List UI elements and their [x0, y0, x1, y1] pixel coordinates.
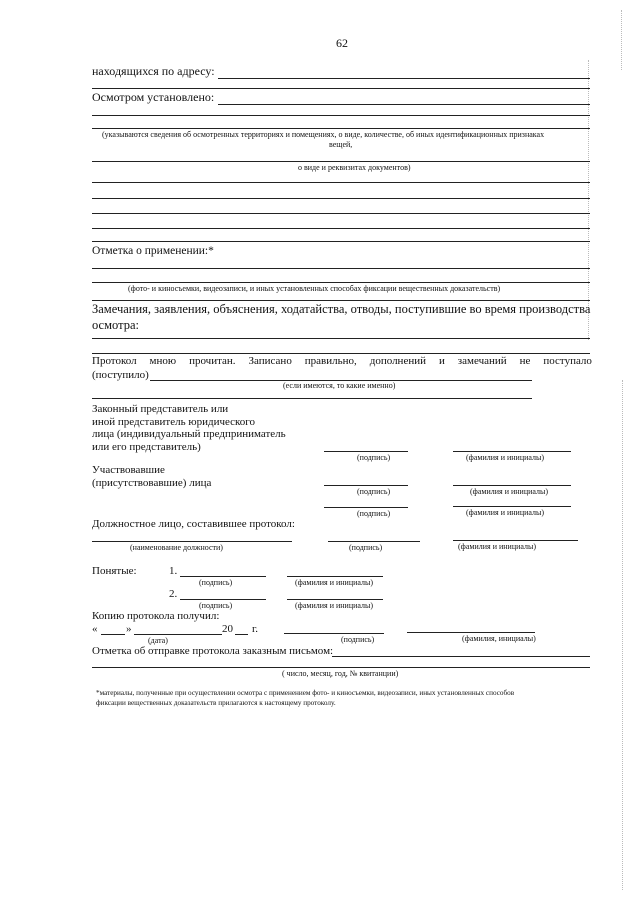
application-line[interactable]: [92, 268, 590, 269]
caption-signature: (подпись): [357, 509, 391, 518]
official-name-line[interactable]: [453, 540, 578, 541]
inspection-line[interactable]: [218, 104, 590, 105]
mail-label: Отметка об отправке протокола заказным письмом:: [92, 645, 334, 657]
remarks-line-2: осмотра:: [92, 318, 139, 332]
year-prefix: 20: [222, 623, 233, 635]
caption-signature: (подпись): [199, 578, 233, 587]
caption-photo: (фото- и киносъемки, видеозаписи, и иных установленных способах фиксации вещественных доказательств): [128, 284, 501, 293]
protocol-read-statement: Протокол мною прочитан. Записано правильно, дополнений и замечаний не поступало: [92, 355, 592, 367]
page-number: 62: [336, 36, 348, 50]
docs-line-3[interactable]: [92, 213, 590, 214]
scan-artifact: [621, 10, 623, 70]
date-open-quote: «: [92, 623, 98, 635]
if-any-line-2[interactable]: [92, 398, 532, 399]
copy-signature-line[interactable]: [284, 633, 384, 634]
witnesses-label: Понятые:: [92, 565, 137, 577]
legal-rep-label: Законный представитель или иной представитель юридического лица (индивидуальный предприниматель или его представитель): [92, 403, 286, 453]
footnote-line-2: фиксации вещественных доказательств прилагаются к настоящему протоколу.: [96, 699, 336, 707]
participant-1-name-line[interactable]: [453, 485, 571, 486]
mail-line[interactable]: [332, 656, 590, 657]
caption-name: (фамилия и инициалы): [466, 508, 545, 517]
official-label: Должностное лицо, составившее протокол:: [92, 518, 295, 530]
application-line-2[interactable]: [92, 282, 590, 283]
caption-docs: о виде и реквизитах документов): [298, 163, 411, 172]
caption-name-alt: (фамилия, инициалы): [462, 634, 536, 643]
official-position-line[interactable]: [92, 541, 292, 542]
remarks-line-1: Замечания, заявления, объяснения, ходатайства, отводы, поступившие во время производства: [92, 302, 591, 316]
legal-rep-signature-line[interactable]: [324, 451, 408, 452]
caption-position: (наименование должности): [130, 543, 223, 552]
participant-2-signature-line[interactable]: [324, 507, 408, 508]
inspection-label: Осмотром установлено:: [92, 90, 215, 104]
date-year-field[interactable]: [235, 634, 248, 635]
photo-line[interactable]: [92, 300, 590, 301]
caption-name: (фамилия и инициалы): [470, 487, 549, 496]
caption-name: (фамилия и инициалы): [466, 453, 545, 462]
docs-line-2[interactable]: [92, 198, 590, 199]
year-suffix: г.: [252, 623, 259, 635]
scan-artifact: [588, 60, 590, 340]
caption-name: (фамилия и инициалы): [295, 601, 374, 610]
witness-2-number: 2.: [169, 588, 178, 600]
docs-line-4[interactable]: [92, 228, 590, 229]
caption-if-any: (если имеются, то какие именно): [283, 381, 396, 390]
copy-label: Копию протокола получил:: [92, 610, 220, 622]
caption-name: (фамилия и инициалы): [295, 578, 374, 587]
read-line-2-label: (поступило): [92, 369, 149, 381]
date-day-field[interactable]: [101, 634, 125, 635]
caption-objects-1: (указываются сведения об осмотренных территориях и помещениях, о виде, количестве, об иных идентификационных признаках: [102, 130, 545, 139]
witness-2-signature-line[interactable]: [180, 599, 266, 600]
official-signature-line[interactable]: [328, 541, 420, 542]
caption-signature: (подпись): [357, 487, 391, 496]
inspection-line-2[interactable]: [92, 115, 590, 116]
caption-name: (фамилия и инициалы): [458, 542, 537, 551]
caption-signature: (подпись): [199, 601, 233, 610]
docs-line-1[interactable]: [92, 182, 590, 183]
docs-line-5[interactable]: [92, 241, 590, 242]
address-line[interactable]: [218, 78, 590, 79]
caption-signature: (подпись): [349, 543, 383, 552]
date-close-quote: »: [126, 623, 132, 635]
footnote-line-1: *материалы, полученные при осуществлении осмотра с применением фото- и киносъемки, видеозаписи, иных установленных способов: [96, 689, 515, 697]
date-month-field[interactable]: [134, 634, 222, 635]
scan-artifact: [622, 380, 624, 890]
copy-name-line[interactable]: [407, 632, 535, 633]
caption-objects-2: вещей,: [329, 140, 353, 149]
witness-1-signature-line[interactable]: [180, 576, 266, 577]
witness-2-name-line[interactable]: [287, 599, 383, 600]
caption-signature: (подпись): [357, 453, 391, 462]
remarks-line-2-field[interactable]: [92, 353, 590, 354]
caption-signature: (подпись): [341, 635, 375, 644]
legal-rep-name-line[interactable]: [453, 451, 571, 452]
caption-date: (дата): [148, 636, 168, 645]
participant-1-signature-line[interactable]: [324, 485, 408, 486]
address-label: находящихся по адресу:: [92, 64, 215, 78]
mail-line-2[interactable]: [92, 667, 590, 668]
witness-1-name-line[interactable]: [287, 576, 383, 577]
participants-label: Участвовавшие (присутствовавшие) лица: [92, 464, 212, 489]
address-line-2[interactable]: [92, 88, 590, 89]
application-label: Отметка о применении:*: [92, 245, 214, 257]
objects-line[interactable]: [92, 161, 590, 162]
participant-2-name-line[interactable]: [453, 506, 571, 507]
caption-receipt: ( число, месяц, год, № квитанции): [282, 669, 399, 678]
remarks-line[interactable]: [92, 338, 590, 339]
inspection-line-3[interactable]: [92, 128, 590, 129]
witness-1-number: 1.: [169, 565, 178, 577]
